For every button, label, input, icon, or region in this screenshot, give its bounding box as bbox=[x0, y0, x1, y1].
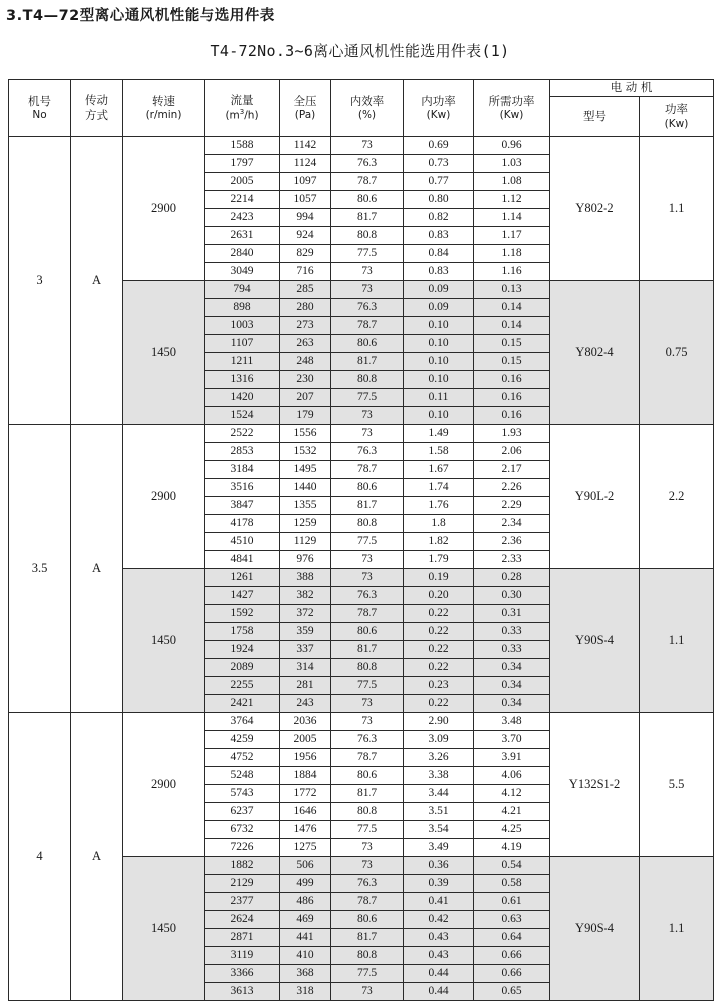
pressure-cell: 1884 bbox=[280, 767, 331, 785]
pressure-cell: 1646 bbox=[280, 803, 331, 821]
motor-power-cell: 5.5 bbox=[640, 713, 714, 857]
internal-power-cell: 0.22 bbox=[404, 695, 474, 713]
flow-cell: 3847 bbox=[205, 497, 280, 515]
efficiency-cell: 73 bbox=[331, 857, 404, 875]
motor-model-cell: Y90S-4 bbox=[550, 857, 640, 1001]
header-required-power: 所需功率 (Kw) bbox=[474, 80, 550, 137]
required-power-cell: 2.17 bbox=[474, 461, 550, 479]
pressure-cell: 1097 bbox=[280, 173, 331, 191]
pressure-cell: 280 bbox=[280, 299, 331, 317]
internal-power-cell: 0.83 bbox=[404, 227, 474, 245]
required-power-cell: 0.28 bbox=[474, 569, 550, 587]
flow-cell: 3366 bbox=[205, 965, 280, 983]
pressure-cell: 1956 bbox=[280, 749, 331, 767]
internal-power-cell: 1.82 bbox=[404, 533, 474, 551]
pressure-cell: 410 bbox=[280, 947, 331, 965]
flow-cell: 4178 bbox=[205, 515, 280, 533]
internal-power-cell: 3.44 bbox=[404, 785, 474, 803]
internal-power-cell: 0.43 bbox=[404, 947, 474, 965]
pressure-cell: 441 bbox=[280, 929, 331, 947]
internal-power-cell: 1.74 bbox=[404, 479, 474, 497]
required-power-cell: 0.13 bbox=[474, 281, 550, 299]
internal-power-cell: 0.10 bbox=[404, 335, 474, 353]
pressure-cell: 248 bbox=[280, 353, 331, 371]
required-power-cell: 2.26 bbox=[474, 479, 550, 497]
efficiency-cell: 73 bbox=[331, 425, 404, 443]
efficiency-cell: 80.6 bbox=[331, 911, 404, 929]
internal-power-cell: 0.82 bbox=[404, 209, 474, 227]
efficiency-cell: 78.7 bbox=[331, 893, 404, 911]
efficiency-cell: 80.8 bbox=[331, 227, 404, 245]
required-power-cell: 0.58 bbox=[474, 875, 550, 893]
internal-power-cell: 0.69 bbox=[404, 137, 474, 155]
flow-cell: 3764 bbox=[205, 713, 280, 731]
internal-power-cell: 0.22 bbox=[404, 641, 474, 659]
page-heading: 3.T4—72型离心通风机性能与选用件表 bbox=[6, 8, 275, 24]
machine-no-cell: 4 bbox=[9, 713, 71, 1001]
flow-cell: 1107 bbox=[205, 335, 280, 353]
required-power-cell: 0.63 bbox=[474, 911, 550, 929]
required-power-cell: 0.16 bbox=[474, 389, 550, 407]
flow-cell: 5743 bbox=[205, 785, 280, 803]
pressure-cell: 337 bbox=[280, 641, 331, 659]
required-power-cell: 1.17 bbox=[474, 227, 550, 245]
drive-type-cell: A bbox=[71, 137, 123, 425]
flow-cell: 2423 bbox=[205, 209, 280, 227]
flow-cell: 2089 bbox=[205, 659, 280, 677]
motor-power-cell: 1.1 bbox=[640, 857, 714, 1001]
efficiency-cell: 73 bbox=[331, 281, 404, 299]
efficiency-cell: 81.7 bbox=[331, 497, 404, 515]
motor-power-cell: 0.75 bbox=[640, 281, 714, 425]
required-power-cell: 1.93 bbox=[474, 425, 550, 443]
internal-power-cell: 0.44 bbox=[404, 965, 474, 983]
internal-power-cell: 3.09 bbox=[404, 731, 474, 749]
flow-cell: 1261 bbox=[205, 569, 280, 587]
efficiency-cell: 76.3 bbox=[331, 299, 404, 317]
efficiency-cell: 77.5 bbox=[331, 965, 404, 983]
flow-cell: 6732 bbox=[205, 821, 280, 839]
efficiency-cell: 80.8 bbox=[331, 659, 404, 677]
internal-power-cell: 2.90 bbox=[404, 713, 474, 731]
header-speed: 转速 (r/min) bbox=[123, 80, 205, 137]
table-body bbox=[9, 137, 714, 1001]
required-power-cell: 4.21 bbox=[474, 803, 550, 821]
efficiency-cell: 77.5 bbox=[331, 389, 404, 407]
flow-cell: 1924 bbox=[205, 641, 280, 659]
flow-cell: 2129 bbox=[205, 875, 280, 893]
pressure-cell: 382 bbox=[280, 587, 331, 605]
header-motor-group: 电 动 机 bbox=[550, 80, 714, 97]
required-power-cell: 0.34 bbox=[474, 695, 550, 713]
flow-cell: 2631 bbox=[205, 227, 280, 245]
pressure-cell: 1275 bbox=[280, 839, 331, 857]
efficiency-cell: 80.6 bbox=[331, 335, 404, 353]
flow-cell: 2522 bbox=[205, 425, 280, 443]
efficiency-cell: 76.3 bbox=[331, 443, 404, 461]
header-motor-model: 型号 bbox=[550, 97, 640, 137]
pressure-cell: 1057 bbox=[280, 191, 331, 209]
required-power-cell: 3.91 bbox=[474, 749, 550, 767]
flow-cell: 3613 bbox=[205, 983, 280, 1001]
flow-cell: 1420 bbox=[205, 389, 280, 407]
internal-power-cell: 0.10 bbox=[404, 371, 474, 389]
internal-power-cell: 0.10 bbox=[404, 317, 474, 335]
flow-cell: 794 bbox=[205, 281, 280, 299]
efficiency-cell: 77.5 bbox=[331, 245, 404, 263]
efficiency-cell: 80.8 bbox=[331, 515, 404, 533]
required-power-cell: 0.33 bbox=[474, 623, 550, 641]
speed-cell: 1450 bbox=[123, 281, 205, 425]
efficiency-cell: 81.7 bbox=[331, 209, 404, 227]
internal-power-cell: 0.22 bbox=[404, 623, 474, 641]
efficiency-cell: 80.6 bbox=[331, 191, 404, 209]
efficiency-cell: 78.7 bbox=[331, 749, 404, 767]
table-header bbox=[9, 80, 714, 137]
required-power-cell: 2.06 bbox=[474, 443, 550, 461]
required-power-cell: 0.64 bbox=[474, 929, 550, 947]
required-power-cell: 1.03 bbox=[474, 155, 550, 173]
required-power-cell: 0.54 bbox=[474, 857, 550, 875]
motor-model-cell: Y90S-4 bbox=[550, 569, 640, 713]
internal-power-cell: 3.38 bbox=[404, 767, 474, 785]
pressure-cell: 372 bbox=[280, 605, 331, 623]
required-power-cell: 0.15 bbox=[474, 353, 550, 371]
required-power-cell: 2.34 bbox=[474, 515, 550, 533]
internal-power-cell: 1.8 bbox=[404, 515, 474, 533]
table-row bbox=[9, 137, 714, 155]
flow-cell: 1882 bbox=[205, 857, 280, 875]
flow-cell: 2377 bbox=[205, 893, 280, 911]
internal-power-cell: 0.41 bbox=[404, 893, 474, 911]
internal-power-cell: 0.73 bbox=[404, 155, 474, 173]
flow-cell: 4510 bbox=[205, 533, 280, 551]
efficiency-cell: 81.7 bbox=[331, 785, 404, 803]
pressure-cell: 1440 bbox=[280, 479, 331, 497]
required-power-cell: 4.19 bbox=[474, 839, 550, 857]
pressure-cell: 486 bbox=[280, 893, 331, 911]
efficiency-cell: 76.3 bbox=[331, 155, 404, 173]
flow-cell: 1427 bbox=[205, 587, 280, 605]
flow-cell: 1588 bbox=[205, 137, 280, 155]
internal-power-cell: 1.76 bbox=[404, 497, 474, 515]
required-power-cell: 3.70 bbox=[474, 731, 550, 749]
pressure-cell: 1129 bbox=[280, 533, 331, 551]
flow-cell: 3184 bbox=[205, 461, 280, 479]
flow-cell: 1797 bbox=[205, 155, 280, 173]
pressure-cell: 359 bbox=[280, 623, 331, 641]
efficiency-cell: 77.5 bbox=[331, 677, 404, 695]
required-power-cell: 0.66 bbox=[474, 947, 550, 965]
efficiency-cell: 78.7 bbox=[331, 461, 404, 479]
flow-cell: 1524 bbox=[205, 407, 280, 425]
required-power-cell: 0.65 bbox=[474, 983, 550, 1001]
efficiency-cell: 73 bbox=[331, 713, 404, 731]
header-total-pressure: 全压 (Pa) bbox=[280, 80, 331, 137]
flow-cell: 2005 bbox=[205, 173, 280, 191]
internal-power-cell: 0.84 bbox=[404, 245, 474, 263]
internal-power-cell: 0.80 bbox=[404, 191, 474, 209]
internal-power-cell: 0.44 bbox=[404, 983, 474, 1001]
fan-performance-table bbox=[8, 79, 714, 1001]
required-power-cell: 0.14 bbox=[474, 317, 550, 335]
machine-no-cell: 3.5 bbox=[9, 425, 71, 713]
pressure-cell: 179 bbox=[280, 407, 331, 425]
efficiency-cell: 80.8 bbox=[331, 947, 404, 965]
internal-power-cell: 0.10 bbox=[404, 353, 474, 371]
efficiency-cell: 73 bbox=[331, 137, 404, 155]
pressure-cell: 368 bbox=[280, 965, 331, 983]
header-flow: 流量 $(m^3/h)$ bbox=[205, 80, 280, 137]
flow-cell: 2871 bbox=[205, 929, 280, 947]
pressure-cell: 1772 bbox=[280, 785, 331, 803]
required-power-cell: 0.66 bbox=[474, 965, 550, 983]
speed-cell: 1450 bbox=[123, 569, 205, 713]
flow-cell: 2214 bbox=[205, 191, 280, 209]
motor-power-cell: 1.1 bbox=[640, 137, 714, 281]
flow-cell: 6237 bbox=[205, 803, 280, 821]
required-power-cell: 2.33 bbox=[474, 551, 550, 569]
pressure-cell: 314 bbox=[280, 659, 331, 677]
flow-cell: 4259 bbox=[205, 731, 280, 749]
table-row bbox=[9, 713, 714, 731]
internal-power-cell: 0.23 bbox=[404, 677, 474, 695]
table-title: T4-72No.3~6离心通风机性能选用件表(1) bbox=[210, 42, 510, 60]
efficiency-cell: 76.3 bbox=[331, 731, 404, 749]
motor-power-cell: 1.1 bbox=[640, 569, 714, 713]
flow-cell: 1316 bbox=[205, 371, 280, 389]
flow-cell: 2853 bbox=[205, 443, 280, 461]
machine-no-cell: 3 bbox=[9, 137, 71, 425]
efficiency-cell: 76.3 bbox=[331, 587, 404, 605]
flow-cell: 7226 bbox=[205, 839, 280, 857]
internal-power-cell: 3.49 bbox=[404, 839, 474, 857]
flow-cell: 1003 bbox=[205, 317, 280, 335]
efficiency-cell: 78.7 bbox=[331, 317, 404, 335]
pressure-cell: 499 bbox=[280, 875, 331, 893]
pressure-cell: 388 bbox=[280, 569, 331, 587]
speed-cell: 2900 bbox=[123, 713, 205, 857]
internal-power-cell: 0.22 bbox=[404, 605, 474, 623]
flow-cell: 3119 bbox=[205, 947, 280, 965]
flow-cell: 4841 bbox=[205, 551, 280, 569]
required-power-cell: 0.16 bbox=[474, 371, 550, 389]
efficiency-cell: 81.7 bbox=[331, 929, 404, 947]
internal-power-cell: 0.19 bbox=[404, 569, 474, 587]
internal-power-cell: 0.11 bbox=[404, 389, 474, 407]
internal-power-cell: 3.51 bbox=[404, 803, 474, 821]
flow-cell: 1758 bbox=[205, 623, 280, 641]
flow-cell: 3049 bbox=[205, 263, 280, 281]
pressure-cell: 829 bbox=[280, 245, 331, 263]
motor-model-cell: Y132S1-2 bbox=[550, 713, 640, 857]
pressure-cell: 1124 bbox=[280, 155, 331, 173]
pressure-cell: 1495 bbox=[280, 461, 331, 479]
internal-power-cell: 0.42 bbox=[404, 911, 474, 929]
required-power-cell: 1.14 bbox=[474, 209, 550, 227]
required-power-cell: 0.34 bbox=[474, 659, 550, 677]
efficiency-cell: 80.6 bbox=[331, 767, 404, 785]
internal-power-cell: 0.83 bbox=[404, 263, 474, 281]
header-drive-type: 传动 方式 bbox=[71, 80, 123, 137]
efficiency-cell: 73 bbox=[331, 569, 404, 587]
pressure-cell: 243 bbox=[280, 695, 331, 713]
efficiency-cell: 80.6 bbox=[331, 623, 404, 641]
required-power-cell: 4.25 bbox=[474, 821, 550, 839]
efficiency-cell: 73 bbox=[331, 551, 404, 569]
pressure-cell: 230 bbox=[280, 371, 331, 389]
required-power-cell: 3.48 bbox=[474, 713, 550, 731]
pressure-cell: 1142 bbox=[280, 137, 331, 155]
required-power-cell: 1.08 bbox=[474, 173, 550, 191]
internal-power-cell: 0.10 bbox=[404, 407, 474, 425]
efficiency-cell: 80.8 bbox=[331, 371, 404, 389]
flow-cell: 2255 bbox=[205, 677, 280, 695]
efficiency-cell: 80.8 bbox=[331, 803, 404, 821]
internal-power-cell: 1.49 bbox=[404, 425, 474, 443]
motor-model-cell: Y802-4 bbox=[550, 281, 640, 425]
flow-cell: 2840 bbox=[205, 245, 280, 263]
efficiency-cell: 73 bbox=[331, 983, 404, 1001]
internal-power-cell: 0.36 bbox=[404, 857, 474, 875]
efficiency-cell: 81.7 bbox=[331, 353, 404, 371]
required-power-cell: 1.12 bbox=[474, 191, 550, 209]
required-power-cell: 0.14 bbox=[474, 299, 550, 317]
pressure-cell: 318 bbox=[280, 983, 331, 1001]
efficiency-cell: 73 bbox=[331, 839, 404, 857]
internal-power-cell: 0.77 bbox=[404, 173, 474, 191]
required-power-cell: 1.16 bbox=[474, 263, 550, 281]
speed-cell: 2900 bbox=[123, 425, 205, 569]
efficiency-cell: 80.6 bbox=[331, 479, 404, 497]
pressure-cell: 1556 bbox=[280, 425, 331, 443]
efficiency-cell: 77.5 bbox=[331, 821, 404, 839]
pressure-cell: 924 bbox=[280, 227, 331, 245]
flow-cell: 898 bbox=[205, 299, 280, 317]
internal-power-cell: 3.26 bbox=[404, 749, 474, 767]
pressure-cell: 1355 bbox=[280, 497, 331, 515]
internal-power-cell: 0.43 bbox=[404, 929, 474, 947]
required-power-cell: 4.12 bbox=[474, 785, 550, 803]
pressure-cell: 976 bbox=[280, 551, 331, 569]
header-internal-power: 内功率 (Kw) bbox=[404, 80, 474, 137]
header-machine-no: 机号 No bbox=[9, 80, 71, 137]
pressure-cell: 207 bbox=[280, 389, 331, 407]
required-power-cell: 0.15 bbox=[474, 335, 550, 353]
required-power-cell: 1.18 bbox=[474, 245, 550, 263]
pressure-cell: 506 bbox=[280, 857, 331, 875]
required-power-cell: 0.34 bbox=[474, 677, 550, 695]
header-internal-efficiency: 内效率 (%) bbox=[331, 80, 404, 137]
motor-model-cell: Y802-2 bbox=[550, 137, 640, 281]
pressure-cell: 1259 bbox=[280, 515, 331, 533]
motor-power-cell: 2.2 bbox=[640, 425, 714, 569]
efficiency-cell: 76.3 bbox=[331, 875, 404, 893]
flow-cell: 2421 bbox=[205, 695, 280, 713]
required-power-cell: 0.30 bbox=[474, 587, 550, 605]
efficiency-cell: 73 bbox=[331, 695, 404, 713]
required-power-cell: 0.31 bbox=[474, 605, 550, 623]
efficiency-cell: 78.7 bbox=[331, 173, 404, 191]
internal-power-cell: 0.20 bbox=[404, 587, 474, 605]
efficiency-cell: 78.7 bbox=[331, 605, 404, 623]
required-power-cell: 0.61 bbox=[474, 893, 550, 911]
flow-cell: 1592 bbox=[205, 605, 280, 623]
pressure-cell: 994 bbox=[280, 209, 331, 227]
table-row bbox=[9, 425, 714, 443]
required-power-cell: 0.33 bbox=[474, 641, 550, 659]
internal-power-cell: 0.09 bbox=[404, 299, 474, 317]
drive-type-cell: A bbox=[71, 713, 123, 1001]
internal-power-cell: 0.09 bbox=[404, 281, 474, 299]
efficiency-cell: 81.7 bbox=[331, 641, 404, 659]
pressure-cell: 273 bbox=[280, 317, 331, 335]
flow-cell: 2624 bbox=[205, 911, 280, 929]
required-power-cell: 0.16 bbox=[474, 407, 550, 425]
internal-power-cell: 0.22 bbox=[404, 659, 474, 677]
speed-cell: 1450 bbox=[123, 857, 205, 1001]
drive-type-cell: A bbox=[71, 425, 123, 713]
flow-cell: 4752 bbox=[205, 749, 280, 767]
pressure-cell: 263 bbox=[280, 335, 331, 353]
internal-power-cell: 1.79 bbox=[404, 551, 474, 569]
internal-power-cell: 0.39 bbox=[404, 875, 474, 893]
pressure-cell: 716 bbox=[280, 263, 331, 281]
flow-cell: 3516 bbox=[205, 479, 280, 497]
motor-model-cell: Y90L-2 bbox=[550, 425, 640, 569]
header-motor-power: 功率 (Kw) bbox=[640, 97, 714, 137]
pressure-cell: 2036 bbox=[280, 713, 331, 731]
speed-cell: 2900 bbox=[123, 137, 205, 281]
pressure-cell: 2005 bbox=[280, 731, 331, 749]
required-power-cell: 4.06 bbox=[474, 767, 550, 785]
efficiency-cell: 73 bbox=[331, 263, 404, 281]
required-power-cell: 2.36 bbox=[474, 533, 550, 551]
flow-cell: 1211 bbox=[205, 353, 280, 371]
internal-power-cell: 3.54 bbox=[404, 821, 474, 839]
internal-power-cell: 1.67 bbox=[404, 461, 474, 479]
internal-power-cell: 1.58 bbox=[404, 443, 474, 461]
required-power-cell: 0.96 bbox=[474, 137, 550, 155]
efficiency-cell: 77.5 bbox=[331, 533, 404, 551]
efficiency-cell: 73 bbox=[331, 407, 404, 425]
pressure-cell: 281 bbox=[280, 677, 331, 695]
pressure-cell: 1532 bbox=[280, 443, 331, 461]
flow-cell: 5248 bbox=[205, 767, 280, 785]
pressure-cell: 285 bbox=[280, 281, 331, 299]
required-power-cell: 2.29 bbox=[474, 497, 550, 515]
pressure-cell: 469 bbox=[280, 911, 331, 929]
pressure-cell: 1476 bbox=[280, 821, 331, 839]
